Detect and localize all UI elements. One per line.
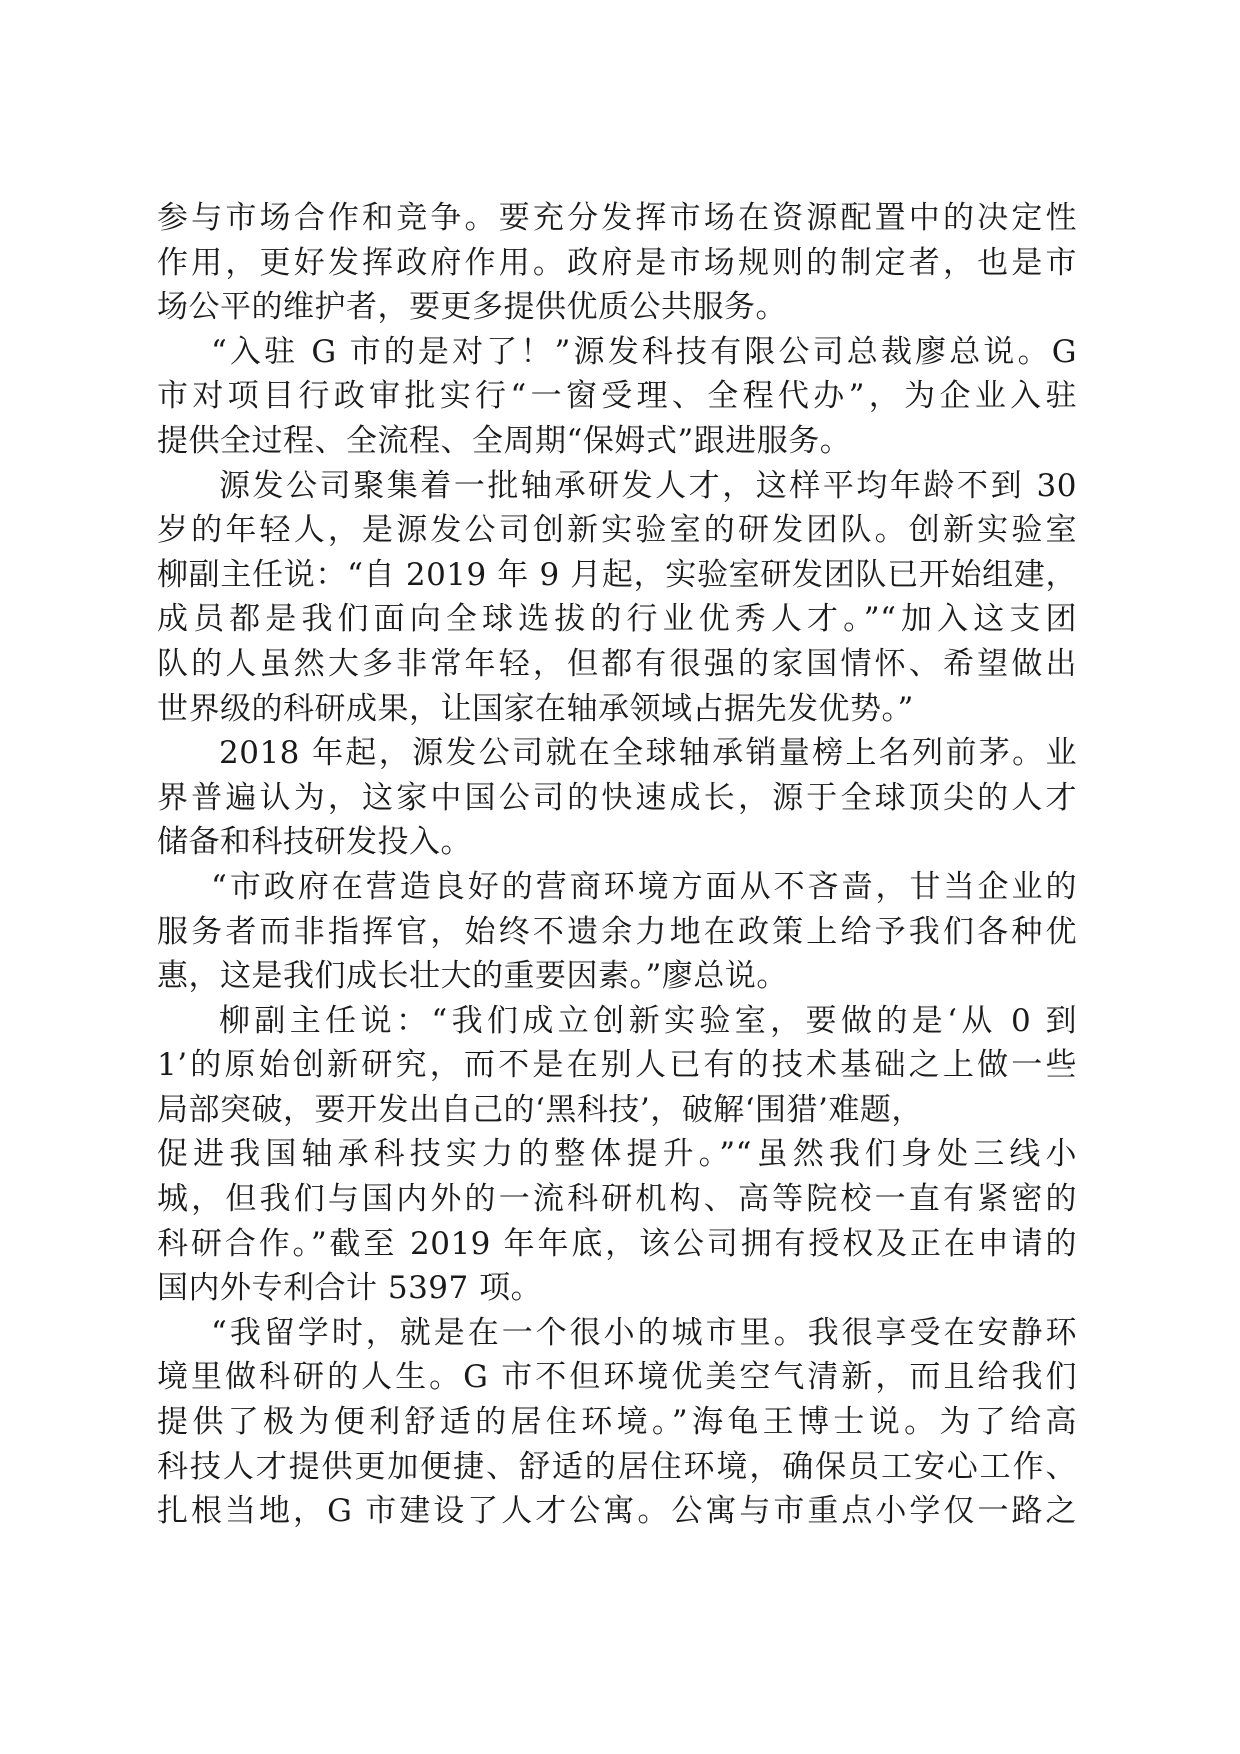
text-line: 作用，更好发挥政府作用。政府是市场规则的制定者，也是市 xyxy=(157,244,1077,281)
text-line: 市对项目行政审批实行“一窗受理、全程代办”，为企业入驻 xyxy=(157,378,1077,415)
text-line: 境里做科研的人生。G 市不但环境优美空气清新，而且给我们 xyxy=(157,1359,1077,1396)
text-line: 界普遍认为，这家中国公司的快速成长，源于全球顶尖的人才 xyxy=(157,779,1077,816)
text-line: 柳副主任说：“我们成立创新实验室，要做的是‘从 0 到 xyxy=(219,1002,1077,1039)
text-line: 储备和科技研发投入。 xyxy=(157,824,472,861)
text-line: “我留学时，就是在一个很小的城市里。我很享受在安静环 xyxy=(211,1314,1077,1351)
text-line: 局部突破，要开发出自己的‘黑科技’，破解‘围猎’难题， xyxy=(157,1091,923,1128)
text-line: 参与市场合作和竞争。要充分发挥市场在资源配置中的决定性 xyxy=(157,200,1077,236)
text-line: “市政府在营造良好的营商环境方面从不吝啬，甘当企业的 xyxy=(211,868,1077,905)
text-line: 促进我国轴承科技实力的整体提升。”“虽然我们身处三线小 xyxy=(157,1136,1077,1173)
text-line: 成员都是我们面向全球选拔的行业优秀人才。”“加入这支团 xyxy=(157,601,1077,638)
text-line: 岁的年轻人，是源发公司创新实验室的研发团队。创新实验室 xyxy=(157,512,1077,549)
body-text xyxy=(157,196,1077,1534)
text-line: 1’的原始创新研究，而不是在别人已有的技术基础之上做一些 xyxy=(157,1047,1077,1084)
text-line: 提供了极为便利舒适的居住环境。”海龟王博士说。为了给高 xyxy=(157,1404,1077,1441)
text-line: “入驻 G 市的是对了！”源发科技有限公司总裁廖总说。G xyxy=(211,333,1077,370)
text-line: 源发公司聚集着一批轴承研发人才，这样平均年龄不到 30 xyxy=(219,467,1077,504)
text-line: 科技人才提供更加便捷、舒适的居住环境，确保员工安心工作、 xyxy=(157,1448,1077,1485)
text-line: 提供全过程、全流程、全周期“保姆式”跟进服务。 xyxy=(157,422,852,459)
text-line: 国内外专利合计 5397 项。 xyxy=(157,1270,543,1307)
text-line: 柳副主任说：“自 2019 年 9 月起，实验室研发团队已开始组建， xyxy=(157,556,1077,593)
text-line: 场公平的维护者，要更多提供优质公共服务。 xyxy=(157,289,787,326)
text-line: 科研合作。”截至 2019 年年底，该公司拥有授权及正在申请的 xyxy=(157,1225,1077,1262)
text-line: 城，但我们与国内外的一流科研机构、高等院校一直有紧密的 xyxy=(157,1181,1077,1218)
text-line: 惠，这是我们成长壮大的重要因素。”廖总说。 xyxy=(157,958,788,995)
text-line: 队的人虽然大多非常年轻，但都有很强的家国情怀、希望做出 xyxy=(157,645,1077,682)
text-line: 世界级的科研成果，让国家在轴承领域占据先发优势。” xyxy=(157,690,914,727)
text-line: 服务者而非指挥官，始终不遗余力地在政策上给予我们各种优 xyxy=(157,913,1077,950)
text-line: 2018 年起，源发公司就在全球轴承销量榜上名列前茅。业 xyxy=(219,735,1077,772)
text-line: 扎根当地，G 市建设了人才公寓。公寓与市重点小学仅一路之 xyxy=(157,1493,1077,1530)
